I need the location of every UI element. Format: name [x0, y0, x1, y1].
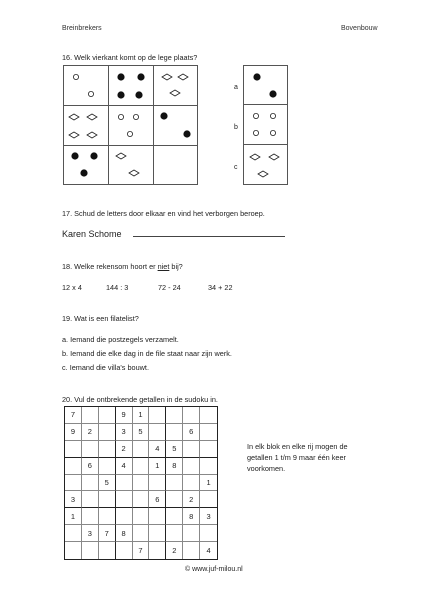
- pattern-cell-shapes: [64, 146, 109, 186]
- diamond-icon: [258, 171, 268, 177]
- sudoku-given-cell: 3: [200, 508, 217, 525]
- sudoku-empty-cell[interactable]: [99, 458, 116, 475]
- footer-copyright: © www.juf-milou.nl: [185, 566, 243, 573]
- sudoku-empty-cell[interactable]: [149, 525, 166, 542]
- question-20-title: 20. Vul de ontbrekende getallen in de sudoku in.: [62, 395, 218, 404]
- filled-circle-icon: [137, 73, 144, 80]
- sudoku-empty-cell[interactable]: [65, 525, 82, 542]
- sudoku-empty-cell[interactable]: [166, 491, 183, 508]
- sudoku-empty-cell[interactable]: [99, 508, 116, 525]
- sudoku-empty-cell[interactable]: [99, 407, 116, 424]
- pattern-grid: [63, 65, 198, 185]
- open-circle-icon: [133, 114, 138, 119]
- sudoku-given-cell: 9: [116, 407, 133, 424]
- sudoku-given-cell: 9: [65, 424, 82, 441]
- pattern-cell: [109, 146, 154, 186]
- sudoku-empty-cell[interactable]: [99, 441, 116, 458]
- diamond-icon: [269, 154, 279, 160]
- sudoku-empty-cell[interactable]: [200, 424, 217, 441]
- sudoku-empty-cell[interactable]: [149, 407, 166, 424]
- option-label-b: b: [234, 124, 238, 131]
- sudoku-empty-cell[interactable]: [200, 458, 217, 475]
- sudoku-empty-cell[interactable]: [149, 475, 166, 492]
- filled-circle-icon: [117, 91, 124, 98]
- answer-line[interactable]: [133, 236, 285, 237]
- scrambled-word: Karen Schome: [62, 229, 122, 239]
- diamond-icon: [250, 154, 260, 160]
- option-b-square[interactable]: [243, 105, 288, 145]
- sudoku-empty-cell[interactable]: [149, 508, 166, 525]
- open-circle-icon: [253, 113, 258, 118]
- question-18-emphasis: niet: [157, 262, 170, 271]
- filled-circle-icon: [253, 73, 260, 80]
- sudoku-empty-cell[interactable]: [65, 475, 82, 492]
- sudoku-empty-cell[interactable]: [99, 491, 116, 508]
- pattern-cell-shapes: [154, 66, 199, 106]
- filled-circle-icon: [269, 90, 276, 97]
- open-circle-icon: [88, 91, 93, 96]
- sudoku-empty-cell[interactable]: [166, 424, 183, 441]
- pattern-cell: [154, 106, 199, 146]
- diamond-icon: [129, 170, 139, 176]
- sudoku-empty-cell[interactable]: [65, 441, 82, 458]
- sudoku-given-cell: 2: [116, 441, 133, 458]
- sudoku-empty-cell[interactable]: [133, 508, 150, 525]
- sudoku-empty-cell[interactable]: [116, 491, 133, 508]
- pattern-cell: [109, 106, 154, 146]
- diamond-icon: [69, 114, 79, 120]
- answer-option-b[interactable]: b. Iemand die elke dag in de file staat naar zijn werk.: [62, 349, 232, 358]
- option-c-shapes: [244, 145, 289, 185]
- sudoku-given-cell: 6: [149, 491, 166, 508]
- sudoku-empty-cell[interactable]: [82, 441, 99, 458]
- question-18-title-start: 18. Welke rekensom hoort er: [62, 262, 158, 271]
- question-18-title: [62, 262, 183, 271]
- sudoku-empty-cell[interactable]: [183, 458, 200, 475]
- option-a-shapes: [244, 66, 289, 106]
- diamond-icon: [178, 74, 188, 80]
- pattern-cell-shapes: [154, 106, 199, 146]
- sum-option[interactable]: 12 x 4: [62, 283, 82, 292]
- pattern-cell: [64, 106, 109, 146]
- option-c-square[interactable]: [243, 145, 288, 185]
- question-17-title: 17. Schud de letters door elkaar en vind het verborgen beroep.: [62, 209, 265, 218]
- sudoku-rule: In elk blok en elke rij mogen de getallen 1 t/m 9 maar één keer voorkomen.: [247, 442, 348, 473]
- filled-circle-icon: [160, 112, 167, 119]
- option-label-a: a: [234, 84, 238, 91]
- sudoku-given-cell: 5: [99, 475, 116, 492]
- sudoku-empty-cell[interactable]: [183, 542, 200, 559]
- sudoku-empty-cell[interactable]: [149, 542, 166, 559]
- sudoku-empty-cell[interactable]: [99, 424, 116, 441]
- diamond-icon: [170, 90, 180, 96]
- filled-circle-icon: [90, 152, 97, 159]
- filled-circle-icon: [71, 152, 78, 159]
- sudoku-given-cell: 5: [133, 424, 150, 441]
- sudoku-empty-cell[interactable]: [116, 508, 133, 525]
- sudoku-given-cell: 3: [116, 424, 133, 441]
- sudoku-given-cell: 8: [116, 525, 133, 542]
- sudoku-empty-cell[interactable]: [65, 542, 82, 559]
- open-circle-icon: [73, 74, 78, 79]
- sudoku-given-cell: 7: [133, 542, 150, 559]
- pattern-cell-shapes: [109, 146, 154, 186]
- sudoku-given-cell: 2: [183, 491, 200, 508]
- empty-pattern-cell: [154, 146, 199, 186]
- sudoku-empty-cell[interactable]: [133, 525, 150, 542]
- sudoku-given-cell: 3: [82, 525, 99, 542]
- option-b-shapes: [244, 105, 289, 145]
- sudoku-empty-cell[interactable]: [183, 407, 200, 424]
- pattern-cell: [64, 66, 109, 106]
- sum-option[interactable]: 34 + 22: [208, 283, 233, 292]
- open-circle-icon: [270, 130, 275, 135]
- open-circle-icon: [118, 114, 123, 119]
- diamond-icon: [87, 132, 97, 138]
- sudoku-empty-cell[interactable]: [166, 475, 183, 492]
- pattern-cell-shapes: [64, 106, 109, 146]
- sudoku-given-cell: 1: [200, 475, 217, 492]
- filled-circle-icon: [183, 130, 190, 137]
- sudoku-given-cell: 5: [166, 441, 183, 458]
- sudoku-given-cell: 2: [166, 542, 183, 559]
- sudoku-empty-cell[interactable]: [133, 441, 150, 458]
- sudoku-empty-cell[interactable]: [166, 508, 183, 525]
- diamond-icon: [87, 114, 97, 120]
- sudoku-given-cell: 7: [65, 407, 82, 424]
- sudoku-empty-cell[interactable]: [82, 542, 99, 559]
- sudoku-given-cell: 1: [149, 458, 166, 475]
- sudoku-given-cell: 3: [65, 491, 82, 508]
- open-circle-icon: [127, 131, 132, 136]
- question-19-title: 19. Wat is een filatelist?: [62, 314, 139, 323]
- sudoku-empty-cell[interactable]: [183, 475, 200, 492]
- sudoku-empty-cell[interactable]: [99, 542, 116, 559]
- sum-option[interactable]: 72 - 24: [158, 283, 181, 292]
- open-circle-icon: [270, 113, 275, 118]
- sudoku-empty-cell[interactable]: [200, 407, 217, 424]
- pattern-cell-shapes: [109, 106, 154, 146]
- pattern-cell: [109, 66, 154, 106]
- sudoku-given-cell: 4: [116, 458, 133, 475]
- pattern-cell: [64, 146, 109, 186]
- sudoku-given-cell: 6: [183, 424, 200, 441]
- sudoku-empty-cell[interactable]: [116, 475, 133, 492]
- header-right: Bovenbouw: [341, 25, 378, 32]
- sudoku-empty-cell[interactable]: [82, 407, 99, 424]
- pattern-cell-shapes: [64, 66, 109, 106]
- sudoku-empty-cell[interactable]: [166, 407, 183, 424]
- sudoku-empty-cell[interactable]: [82, 491, 99, 508]
- sudoku-empty-cell[interactable]: [116, 542, 133, 559]
- sudoku-empty-cell[interactable]: [65, 458, 82, 475]
- header-left: Breinbrekers: [62, 25, 102, 32]
- sudoku-given-cell: 1: [133, 407, 150, 424]
- pattern-cell: [154, 66, 199, 106]
- sudoku-empty-cell[interactable]: [200, 491, 217, 508]
- option-a-square[interactable]: [243, 65, 288, 105]
- sudoku-empty-cell[interactable]: [183, 441, 200, 458]
- diamond-icon: [116, 153, 126, 159]
- filled-circle-icon: [117, 73, 124, 80]
- diamond-icon: [162, 74, 172, 80]
- sudoku-empty-cell[interactable]: [200, 441, 217, 458]
- sudoku-empty-cell[interactable]: [133, 475, 150, 492]
- sudoku-given-cell: 8: [183, 508, 200, 525]
- option-label-c: c: [234, 164, 238, 171]
- sudoku-given-cell: 4: [149, 441, 166, 458]
- pattern-cell-shapes: [109, 66, 154, 106]
- open-circle-icon: [253, 130, 258, 135]
- sudoku-empty-cell[interactable]: [183, 525, 200, 542]
- answer-option-a[interactable]: a. Iemand die postzegels verzamelt.: [62, 335, 179, 344]
- sudoku-empty-cell[interactable]: [133, 458, 150, 475]
- sudoku-empty-cell[interactable]: [166, 525, 183, 542]
- sudoku-empty-cell[interactable]: [149, 424, 166, 441]
- question-18-title-end: bij?: [169, 262, 183, 271]
- sudoku-given-cell: 2: [82, 424, 99, 441]
- sudoku-given-cell: 4: [206, 546, 211, 556]
- sudoku-grid: [64, 406, 218, 560]
- sum-option[interactable]: 144 : 3: [106, 283, 129, 292]
- sudoku-given-cell: 1: [65, 508, 82, 525]
- diamond-icon: [69, 132, 79, 138]
- filled-circle-icon: [80, 169, 87, 176]
- sudoku-empty-cell[interactable]: [82, 475, 99, 492]
- question-16-title: 16. Welk vierkant komt op de lege plaats?: [62, 53, 198, 62]
- sudoku-empty-cell[interactable]: [82, 508, 99, 525]
- sudoku-empty-cell[interactable]: [200, 525, 217, 542]
- sudoku-given-cell: 6: [82, 458, 99, 475]
- answer-option-c[interactable]: c. Iemand die villa's bouwt.: [62, 363, 149, 372]
- sudoku-empty-cell[interactable]: [133, 491, 150, 508]
- sudoku-given-cell: 7: [99, 525, 116, 542]
- filled-circle-icon: [135, 91, 142, 98]
- sudoku-given-cell: 8: [166, 458, 183, 475]
